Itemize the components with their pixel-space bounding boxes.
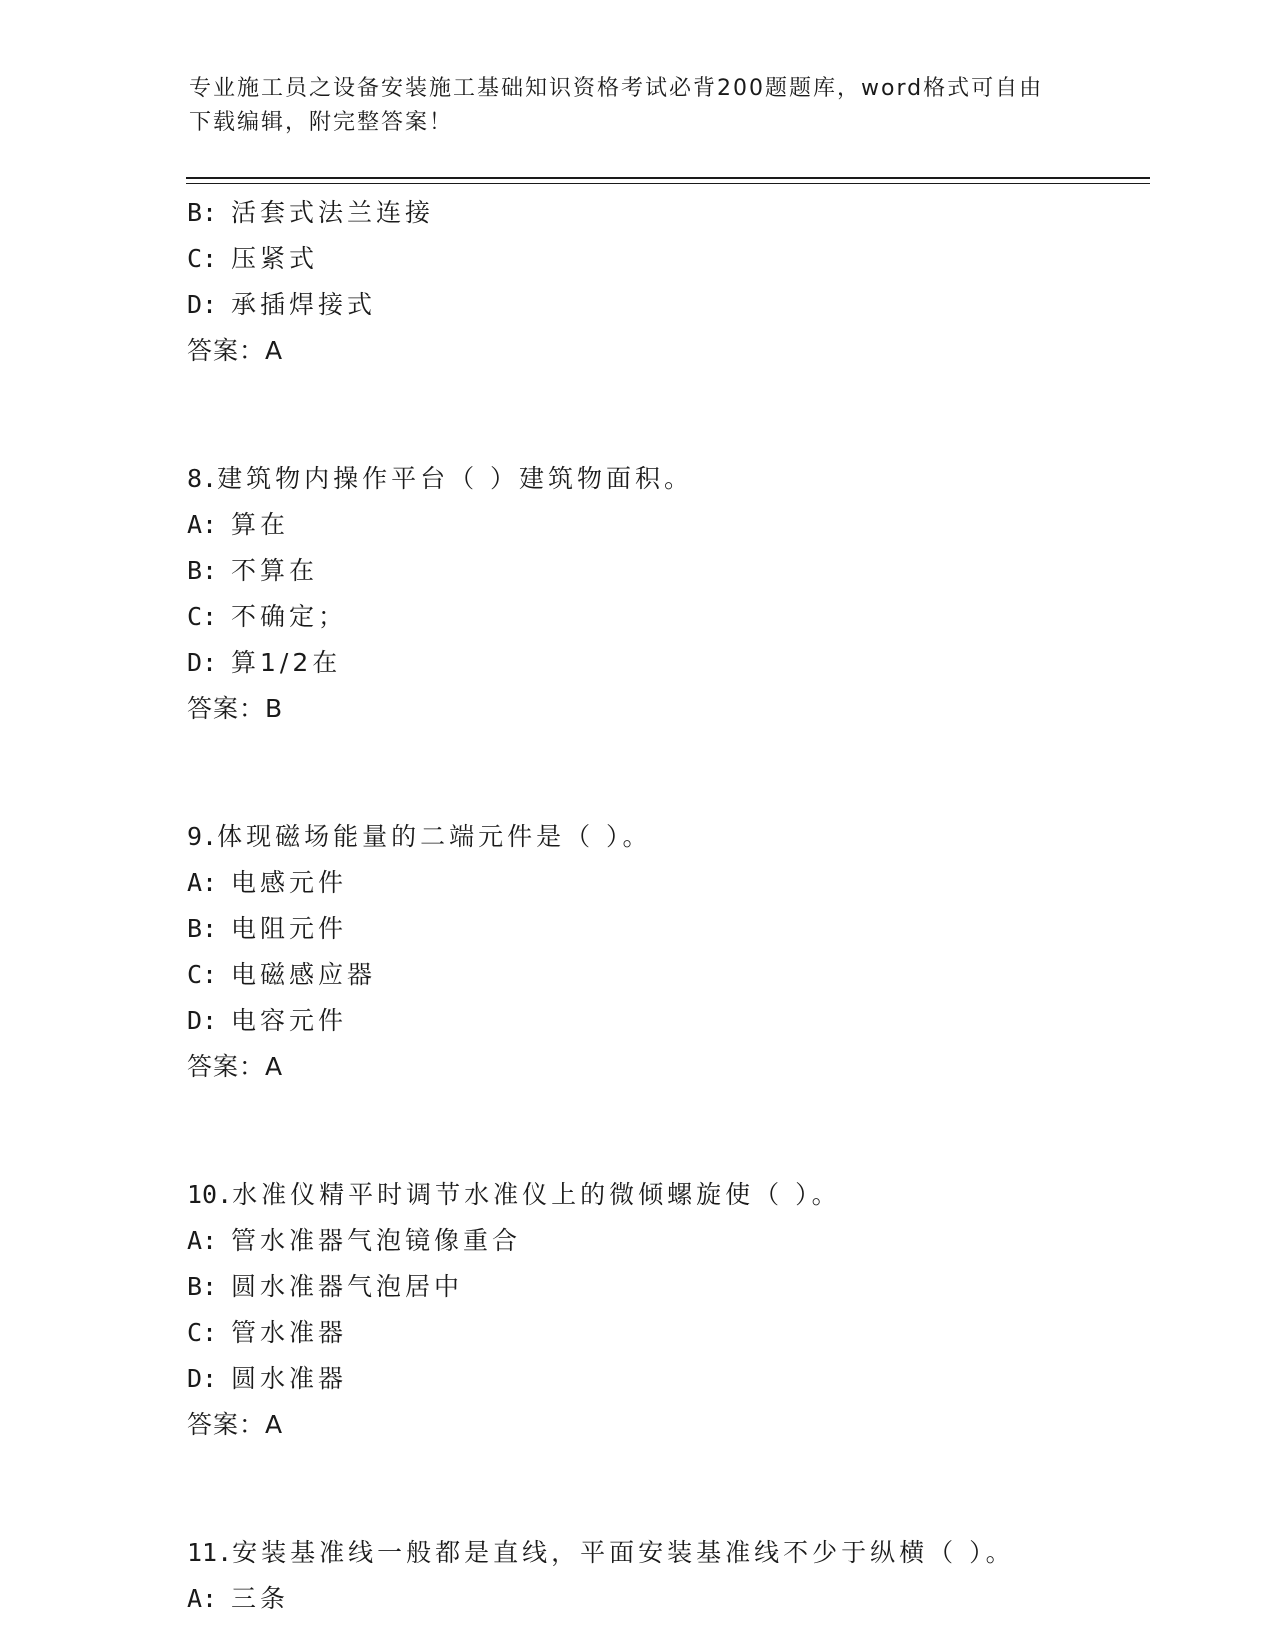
header-divider-thin — [186, 183, 1150, 184]
option-c — [187, 594, 1147, 640]
option-text: 不确定； — [231, 602, 348, 631]
option-a — [187, 1218, 1147, 1264]
answer-line: 答案：A — [187, 1052, 284, 1081]
option-key: A: — [187, 868, 218, 897]
question-text: 体现磁场能量的二端元件是（ ）。 — [217, 822, 652, 851]
answer-line: 答案：B — [187, 694, 284, 723]
option-a — [187, 502, 1147, 548]
question-number: 11. — [187, 1538, 233, 1567]
option-text: 算1/2在 — [231, 648, 342, 677]
option-key: D: — [187, 1006, 218, 1035]
question-block-9 — [187, 814, 1147, 1090]
option-text: 圆水准器 — [231, 1364, 348, 1393]
question-block-partial — [187, 190, 1147, 374]
option-d — [187, 282, 1147, 328]
option-text: 活套式法兰连接 — [231, 198, 435, 227]
option-d — [187, 640, 1147, 686]
option-text: 电磁感应器 — [231, 960, 377, 989]
question-block-11 — [187, 1530, 1147, 1622]
question-stem — [187, 1172, 1147, 1218]
question-stem — [187, 1530, 1147, 1576]
question-text: 建筑物内操作平台（ ）建筑物面积。 — [217, 464, 694, 493]
question-number: 8. — [187, 464, 218, 493]
option-text: 承插焊接式 — [231, 290, 377, 319]
question-spacer — [187, 1090, 1147, 1172]
option-d — [187, 1356, 1147, 1402]
option-c — [187, 236, 1147, 282]
option-text: 圆水准器气泡居中 — [231, 1272, 464, 1301]
header-divider-thick — [186, 177, 1150, 179]
option-text: 电感元件 — [231, 868, 348, 897]
question-block-10 — [187, 1172, 1147, 1448]
question-spacer — [187, 374, 1147, 456]
option-key: A: — [187, 1226, 218, 1255]
option-key: B: — [187, 198, 218, 227]
question-spacer — [187, 1448, 1147, 1530]
question-number: 9. — [187, 822, 218, 851]
option-key: C: — [187, 1318, 218, 1347]
question-spacer — [187, 732, 1147, 814]
option-b — [187, 190, 1147, 236]
option-key: D: — [187, 290, 218, 319]
option-a — [187, 1576, 1147, 1622]
option-text: 压紧式 — [231, 244, 319, 273]
option-c — [187, 952, 1147, 998]
option-b — [187, 1264, 1147, 1310]
option-text: 电容元件 — [231, 1006, 348, 1035]
question-stem — [187, 456, 1147, 502]
option-key: A: — [187, 1584, 218, 1613]
option-key: C: — [187, 960, 218, 989]
option-key: D: — [187, 1364, 218, 1393]
option-key: A: — [187, 510, 218, 539]
option-text: 电阻元件 — [231, 914, 348, 943]
option-d — [187, 998, 1147, 1044]
answer-line: 答案：A — [187, 336, 284, 365]
option-text: 管水准器气泡镜像重合 — [231, 1226, 522, 1255]
question-text: 水准仪精平时调节水准仪上的微倾螺旋使（ ）。 — [232, 1180, 841, 1209]
header-line-2: 下载编辑，附完整答案！ — [189, 110, 454, 135]
option-a — [187, 860, 1147, 906]
option-key: C: — [187, 602, 218, 631]
header-line-1: 专业施工员之设备安装施工基础知识资格考试必背200题题库，word格式可自由 — [189, 76, 1044, 101]
option-key: C: — [187, 244, 218, 273]
option-text: 不算在 — [231, 556, 319, 585]
document-header — [189, 72, 1069, 140]
option-key: B: — [187, 914, 218, 943]
question-list — [187, 190, 1147, 1622]
option-key: B: — [187, 1272, 218, 1301]
option-text: 管水准器 — [231, 1318, 348, 1347]
answer-line: 答案：A — [187, 1410, 284, 1439]
option-b — [187, 906, 1147, 952]
option-key: D: — [187, 648, 218, 677]
option-text: 算在 — [231, 510, 290, 539]
option-b — [187, 548, 1147, 594]
question-text: 安装基准线一般都是直线，平面安装基准线不少于纵横（ ）。 — [232, 1538, 1015, 1567]
question-block-8 — [187, 456, 1147, 732]
question-number: 10. — [187, 1180, 233, 1209]
option-key: B: — [187, 556, 218, 585]
question-stem — [187, 814, 1147, 860]
option-c — [187, 1310, 1147, 1356]
option-text: 三条 — [231, 1584, 290, 1613]
